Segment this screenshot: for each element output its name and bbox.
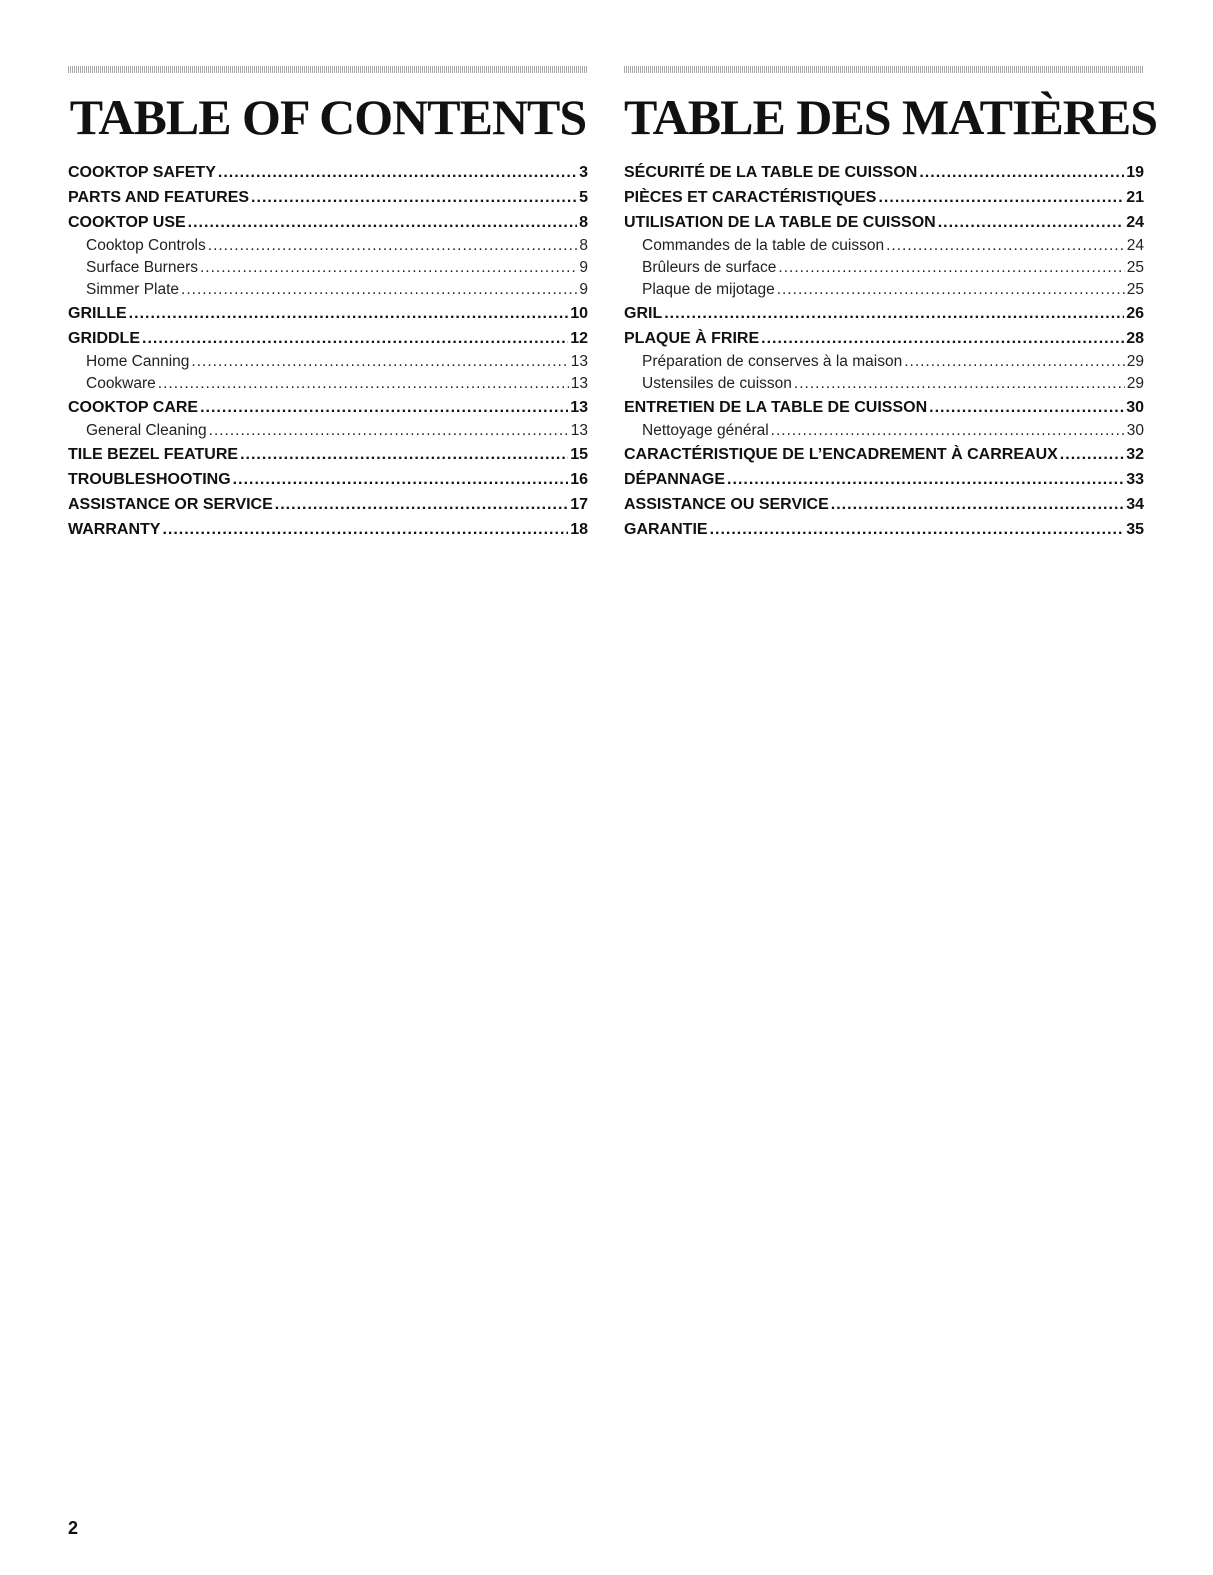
dot-leader [664,301,1124,326]
toc-entry-label: TILE BEZEL FEATURE [68,446,239,463]
toc-entry-page: 13 [570,353,588,370]
dot-leader [886,235,1125,257]
toc-entry-grille[interactable] [68,301,588,326]
toc-entry-label: Ustensiles de cuisson [642,375,792,392]
dot-leader [233,467,569,492]
toc-entry-cooktop-care[interactable] [68,395,588,420]
dot-leader [251,185,577,210]
toc-entry-preparation-de-conserves[interactable] [624,351,1144,373]
dot-leader [181,279,577,301]
dot-leader [158,373,569,395]
toc-entry-label: COOKTOP CARE [68,399,199,416]
toc-entry-surface-burners[interactable] [68,257,588,279]
toc-entry-page: 29 [1126,375,1144,392]
toc-entry-home-canning[interactable] [68,351,588,373]
toc-entry-page: 12 [570,330,588,347]
toc-entry-page: 19 [1126,164,1144,181]
toc-entry-garantie[interactable] [624,517,1144,542]
dot-leader [209,420,569,442]
toc-entry-label: ENTRETIEN DE LA TABLE DE CUISSON [624,399,928,416]
dot-leader [761,326,1124,351]
toc-entry-page: 15 [570,446,588,463]
toc-entry-plaque-a-frire[interactable] [624,326,1144,351]
toc-entry-page: 35 [1126,521,1144,538]
toc-entry-label: SÉCURITÉ DE LA TABLE DE CUISSON [624,164,918,181]
toc-entry-cooktop-controls[interactable] [68,235,588,257]
toc-entry-label: PLAQUE À FRIRE [624,330,760,347]
dot-leader [778,257,1124,279]
dot-leader [929,395,1124,420]
toc-entry-securite[interactable] [624,160,1144,185]
toc-entry-page: 30 [1126,399,1144,416]
toc-entry-general-cleaning[interactable] [68,420,588,442]
toc-entry-page: 3 [579,164,588,181]
dot-leader [1060,442,1124,467]
toc-entry-page: 13 [570,375,588,392]
toc-list-english [68,160,588,542]
toc-entry-commandes[interactable] [624,235,1144,257]
toc-entry-page: 21 [1126,189,1144,206]
toc-entry-cookware[interactable] [68,373,588,395]
toc-entry-label: ASSISTANCE OR SERVICE [68,496,273,513]
toc-entry-page: 25 [1126,281,1144,298]
dot-leader [200,257,577,279]
toc-entry-gril[interactable] [624,301,1144,326]
dot-leader [794,373,1125,395]
heading-rule [68,66,588,73]
toc-entry-page: 10 [570,305,588,322]
dot-leader [162,517,568,542]
toc-entry-label: DÉPANNAGE [624,471,726,488]
dot-leader [904,351,1125,373]
toc-entry-assistance-ou-service[interactable] [624,492,1144,517]
dot-leader [240,442,568,467]
toc-entry-ustensiles[interactable] [624,373,1144,395]
toc-entry-label: Plaque de mijotage [642,281,775,298]
dot-leader [710,517,1125,542]
dot-leader [727,467,1124,492]
toc-entry-page: 24 [1126,214,1144,231]
dot-leader [831,492,1124,517]
toc-entry-page: 13 [570,399,588,416]
toc-entry-page: 16 [570,471,588,488]
page-number: 2 [68,1518,79,1538]
toc-entry-label: UTILISATION DE LA TABLE DE CUISSON [624,214,936,231]
toc-entry-griddle[interactable] [68,326,588,351]
toc-entry-warranty[interactable] [68,517,588,542]
page-title-french: TABLE DES MATIÈRES [624,89,1158,145]
toc-entry-cooktop-use[interactable] [68,210,588,235]
toc-entry-page: 8 [579,214,588,231]
toc-entry-label: PIÈCES ET CARACTÉRISTIQUES [624,189,877,206]
toc-entry-label: Simmer Plate [86,281,180,298]
toc-entry-label: COOKTOP USE [68,214,186,231]
page-title-english: TABLE OF CONTENTS [69,89,587,145]
toc-entry-tile-bezel-feature[interactable] [68,442,588,467]
dot-leader [777,279,1125,301]
dot-leader [938,210,1125,235]
toc-entry-assistance-or-service[interactable] [68,492,588,517]
dot-leader [919,160,1124,185]
toc-entry-label: Nettoyage général [642,422,769,439]
toc-list-french [624,160,1144,542]
toc-entry-label: COOKTOP SAFETY [68,164,216,181]
toc-entry-label: Brûleurs de surface [642,259,777,276]
toc-entry-page: 32 [1126,446,1144,463]
toc-entry-label: Surface Burners [86,259,198,276]
toc-entry-label: Cooktop Controls [86,237,206,254]
toc-entry-label: GRILLE [68,305,127,322]
dot-leader [142,326,568,351]
toc-entry-cooktop-safety[interactable] [68,160,588,185]
toc-entry-label: Cookware [86,375,156,392]
toc-entry-page: 24 [1126,237,1144,254]
dot-leader [200,395,568,420]
toc-entry-utilisation[interactable] [624,210,1144,235]
heading-rule [624,66,1144,73]
toc-entry-page: 29 [1126,353,1144,370]
toc-entry-page: 9 [579,259,588,276]
dot-leader [208,235,578,257]
toc-entry-page: 25 [1126,259,1144,276]
toc-entry-page: 8 [579,237,588,254]
dot-leader [129,301,569,326]
toc-entry-label: Commandes de la table de cuisson [642,237,885,254]
toc-entry-parts-and-features[interactable] [68,185,588,210]
dot-leader [191,351,568,373]
toc-entry-label: GARANTIE [624,521,708,538]
toc-entry-label: TROUBLESHOOTING [68,471,231,488]
toc-entry-label: ASSISTANCE OU SERVICE [624,496,829,513]
dot-leader [218,160,577,185]
toc-entry-page: 18 [570,521,588,538]
toc-entry-page: 34 [1126,496,1144,513]
toc-entry-label: GRIL [624,305,663,322]
toc-entry-page: 28 [1126,330,1144,347]
toc-entry-label: Préparation de conserves à la maison [642,353,903,370]
toc-entry-plaque-de-mijotage[interactable] [624,279,1144,301]
dot-leader [878,185,1124,210]
toc-entry-label: GRIDDLE [68,330,140,347]
toc-entry-simmer-plate[interactable] [68,279,588,301]
toc-entry-page: 9 [579,281,588,298]
toc-entry-label: CARACTÉRISTIQUE DE L’ENCADREMENT À CARREAUX [624,446,1058,463]
toc-entry-page: 33 [1126,471,1144,488]
toc-entry-page: 30 [1126,422,1144,439]
toc-entry-encadrement-a-carreaux[interactable] [624,442,1144,467]
toc-entry-page: 13 [570,422,588,439]
toc-column-english [68,66,588,542]
dot-leader [275,492,568,517]
toc-entry-depannage[interactable] [624,467,1144,492]
toc-entry-label: PARTS AND FEATURES [68,189,250,206]
toc-entry-pieces-et-caracteristiques[interactable] [624,185,1144,210]
toc-column-french [624,66,1158,542]
toc-entry-label: General Cleaning [86,422,207,439]
toc-entry-page: 5 [579,189,588,206]
dot-leader [188,210,577,235]
toc-entry-nettoyage-general[interactable] [624,420,1144,442]
toc-entry-label: Home Canning [86,353,190,370]
dot-leader [771,420,1125,442]
toc-entry-troubleshooting[interactable] [68,467,588,492]
toc-entry-page: 26 [1126,305,1144,322]
toc-entry-page: 17 [570,496,588,513]
toc-entry-entretien[interactable] [624,395,1144,420]
toc-entry-bruleurs[interactable] [624,257,1144,279]
toc-entry-label: WARRANTY [68,521,161,538]
